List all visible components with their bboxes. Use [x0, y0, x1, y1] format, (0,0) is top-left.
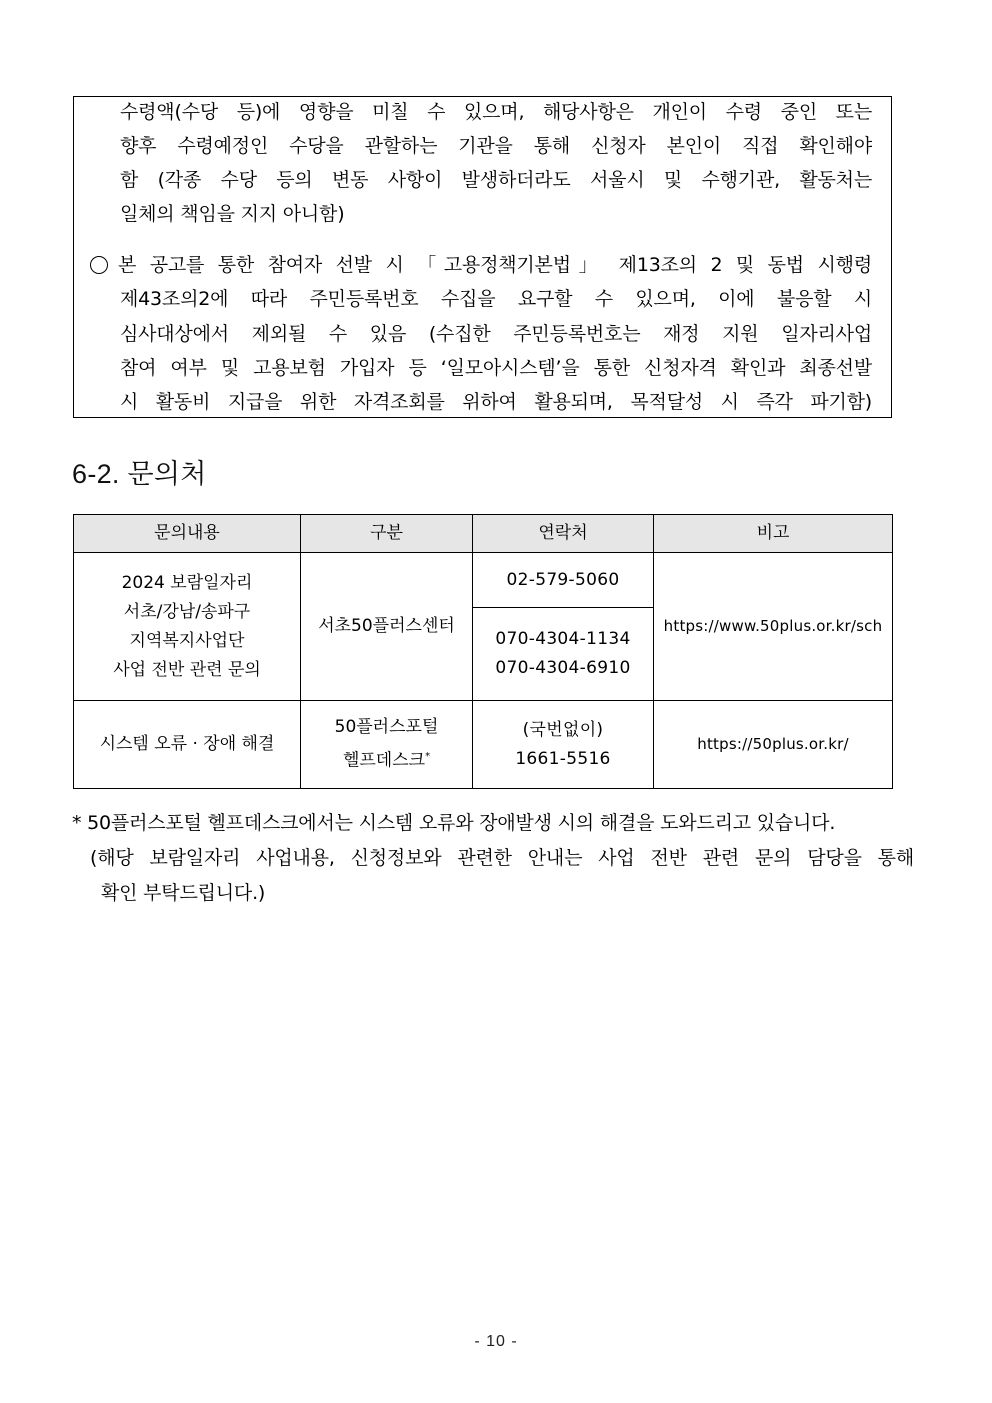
- header-contact: 연락처: [473, 515, 654, 553]
- header-division: 구분: [301, 515, 473, 553]
- footnote-line: * 50플러스포털 헬프데스크에서는 시스템 오류와 장애발생 시의 해결을 도와드리고 있습니다.: [72, 812, 836, 834]
- notice-line: 제43조의2에 따라 주민등록번호 수집을 요구할 수 있으며, 이에 불응할 시: [120, 288, 872, 310]
- phone-cell: (국번없이) 1661-5516: [473, 701, 654, 789]
- asterisk-mark: *: [425, 751, 431, 763]
- phone-cell: 02-579-5060: [473, 553, 654, 608]
- table-header-row: [74, 515, 893, 553]
- header-inquiry: 문의내용: [74, 515, 301, 553]
- inquiry-cell: 시스템 오류 · 장애 해결: [74, 701, 301, 789]
- notice-line: 참여 여부 및 고용보험 가입자 등 ‘일모아시스템’을 통한 신청자격 확인과 최종선발: [120, 357, 872, 379]
- footnote-line: (해당 보람일자리 사업내용, 신청정보와 관련한 안내는 사업 전반 관련 문의 담당을 통해: [90, 847, 914, 869]
- notice-line: 수령액(수당 등)에 영향을 미칠 수 있으며, 해당사항은 개인이 수령 중인 또는: [120, 101, 872, 123]
- bullet-item: 본 공고를 통한 참여자 선발 시 「고용정책기본법」 제13조의 2 및 동법 시행령: [90, 253, 874, 277]
- table-row: [74, 701, 893, 789]
- division-cell: 서초50플러스센터: [301, 553, 473, 701]
- table-row: [74, 553, 893, 608]
- footnote-line: 확인 부탁드립니다.): [101, 882, 266, 904]
- phone-cell: 070-4304-1134 070-4304-6910: [473, 608, 654, 701]
- notice-line: 함 (각종 수당 등의 변동 사항이 발생하더라도 서울시 및 수행기관, 활동처는: [120, 169, 872, 191]
- header-note: 비고: [654, 515, 893, 553]
- notice-line: 심사대상에서 제외될 수 있음 (수집한 주민등록번호는 재정 지원 일자리사업: [120, 323, 872, 345]
- inquiry-cell: 2024 보람일자리 서초/강남/송파구 지역복지사업단 사업 전반 관련 문의: [74, 553, 301, 701]
- contact-table: [73, 514, 893, 789]
- url-cell[interactable]: https://50plus.or.kr/: [654, 701, 893, 789]
- notice-box: [73, 96, 892, 418]
- notice-line: 향후 수령예정인 수당을 관할하는 기관을 통해 신청자 본인이 직접 확인해야: [120, 135, 872, 157]
- notice-line: 시 활동비 지급을 위한 자격조회를 위하여 활용되며, 목적달성 시 즉각 파기함): [120, 391, 872, 413]
- circle-bullet-icon: [90, 256, 108, 274]
- url-cell[interactable]: https://www.50plus.or.kr/sch: [654, 553, 893, 701]
- section-heading: 6-2. 문의처: [72, 459, 207, 489]
- division-cell: 50플러스포털 헬프데스크*: [301, 701, 473, 789]
- notice-line: 일체의 책임을 지지 아니함): [120, 203, 345, 225]
- page-number: - 10 -: [474, 1333, 518, 1350]
